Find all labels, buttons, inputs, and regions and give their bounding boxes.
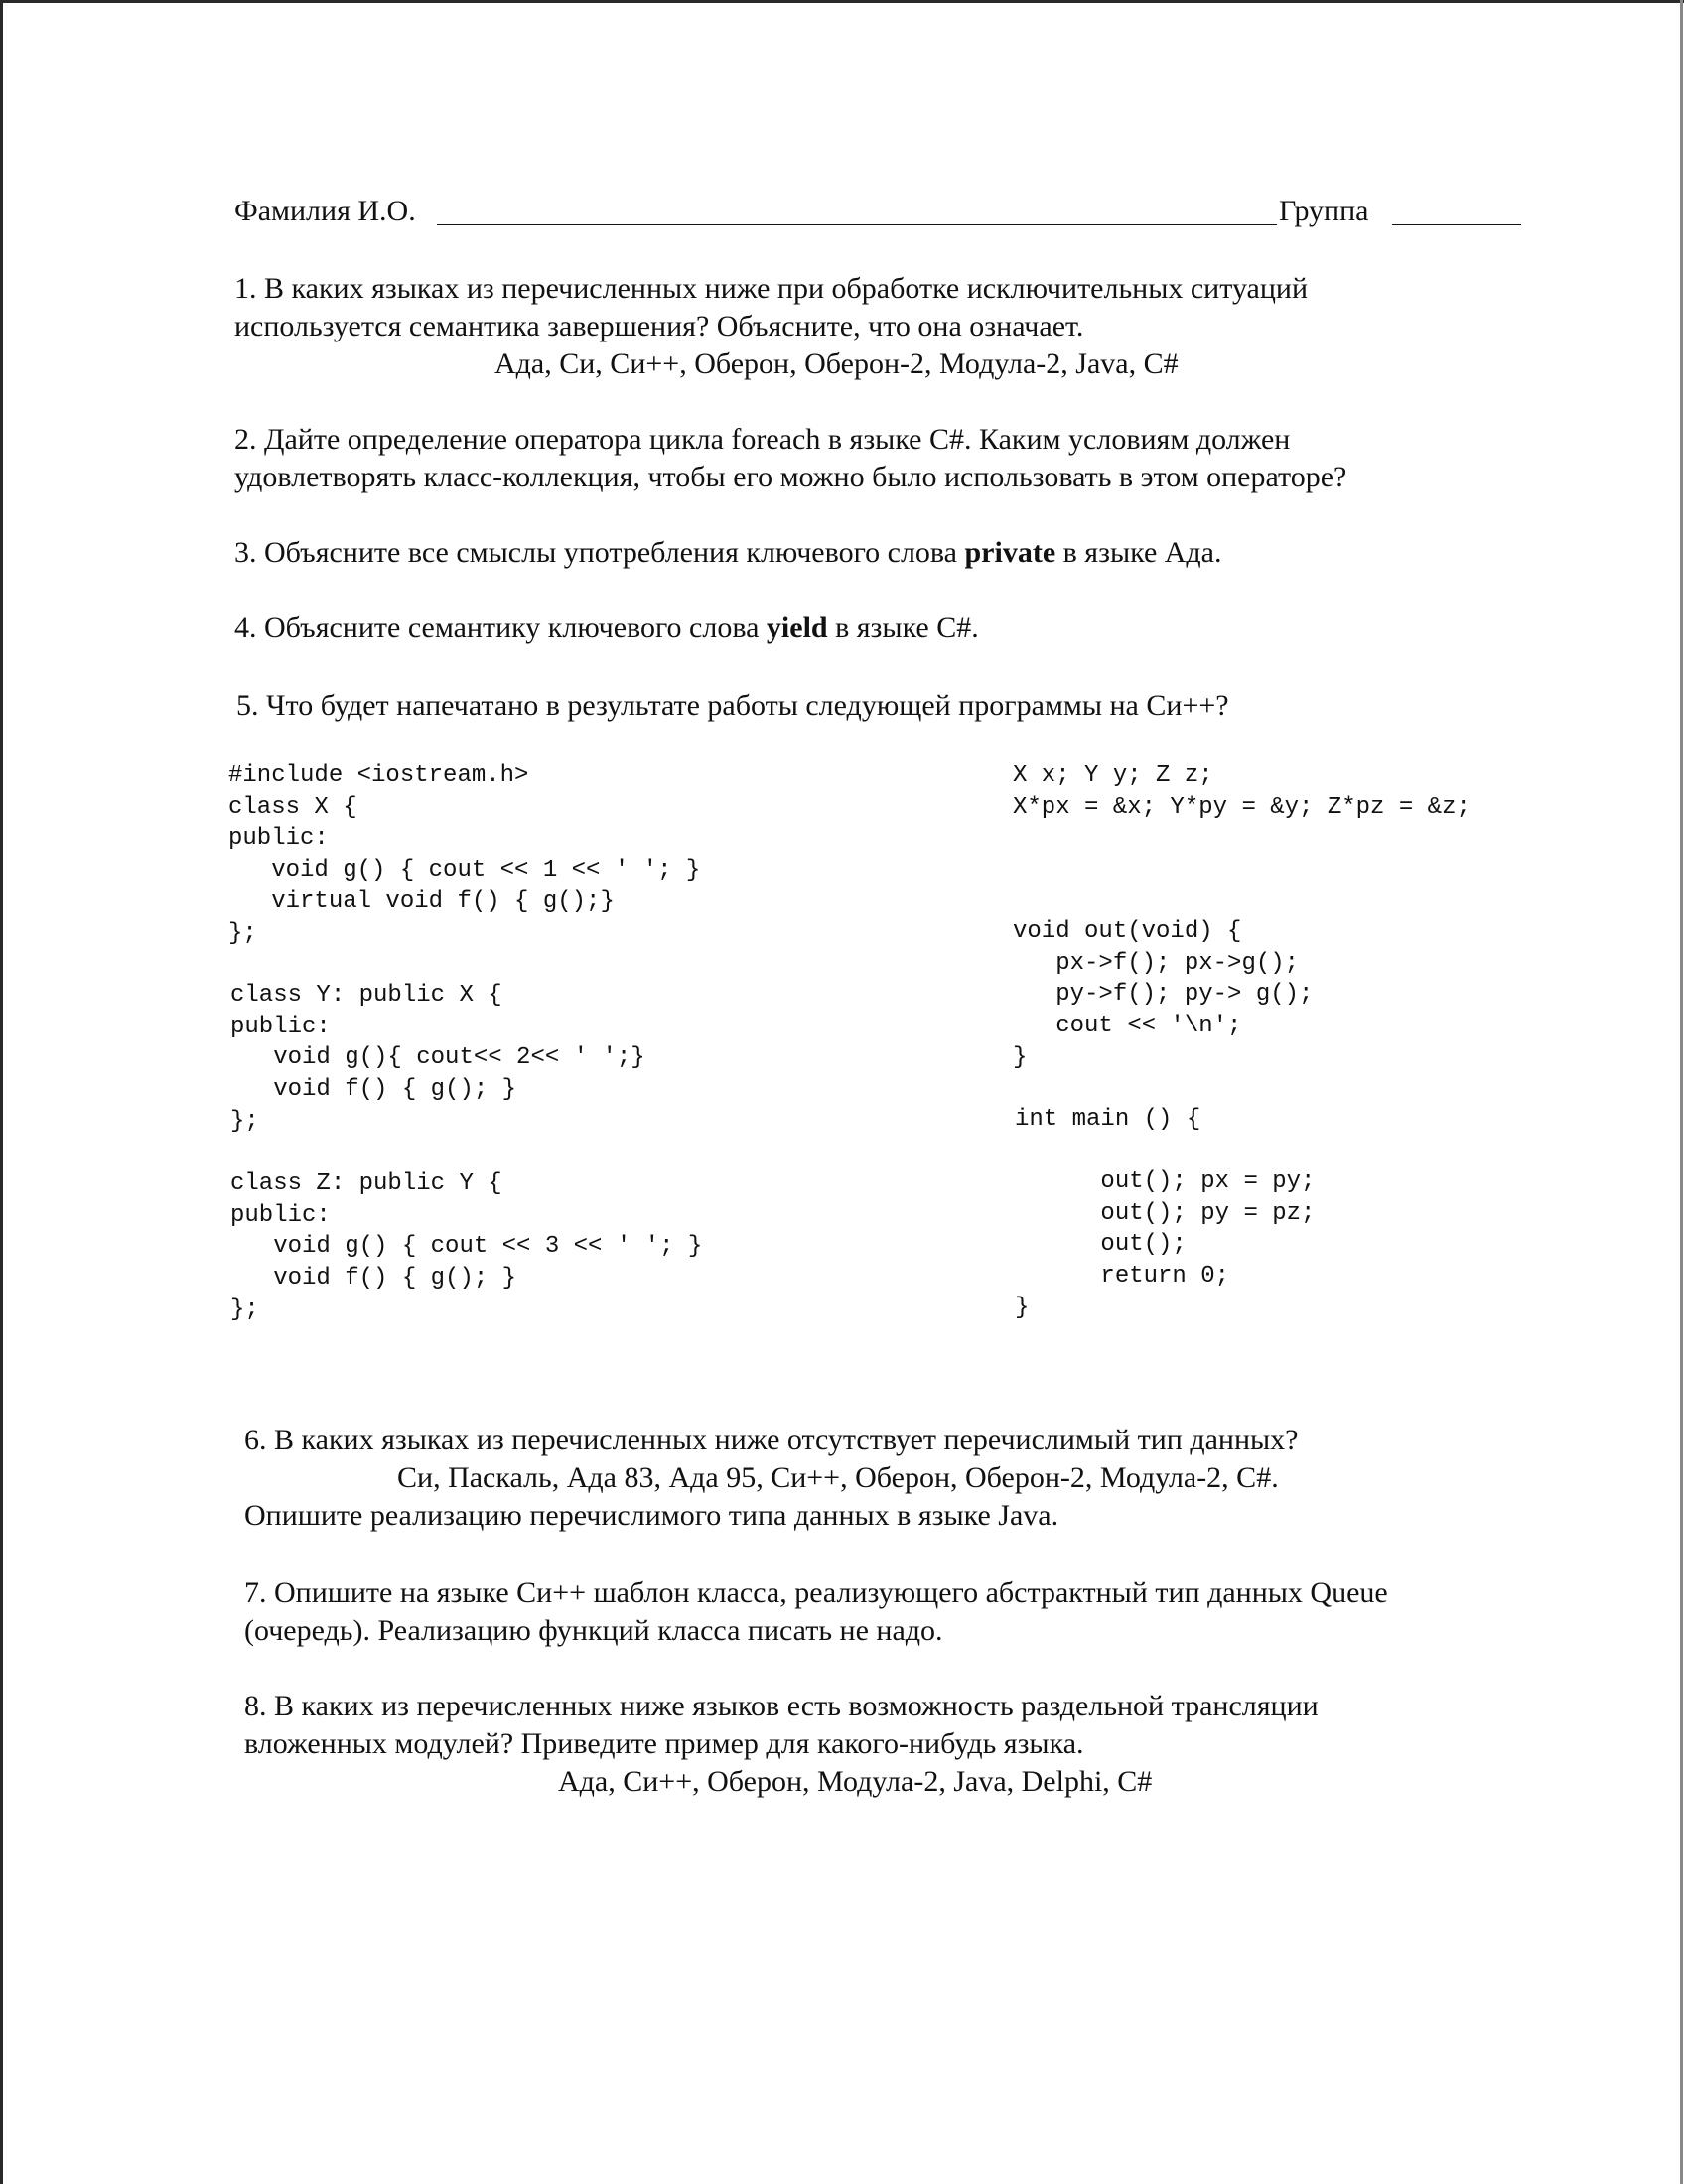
- name-input-line[interactable]: [437, 224, 1277, 225]
- scan-edge-left: [0, 0, 3, 2184]
- question-3-text: 3. Объясните все смыслы употребления ключевого слова: [234, 536, 965, 569]
- question-7-line-2: (очередь). Реализацию функций класса писать не надо.: [244, 1614, 943, 1647]
- question-6-line-1: 6. В каких языках из перечисленных ниже отсутствует перечислимый тип данных?: [244, 1424, 1299, 1456]
- header-fields: [234, 195, 1525, 234]
- question-4: [234, 610, 979, 647]
- code-globals: X x; Y y; Z z; X*px = &x; Y*py = &y; Z*pz = &z;: [1013, 762, 1471, 821]
- code-main-header: int main () {: [1015, 1106, 1201, 1133]
- question-1-line-2: используется семантика завершения? Объясните, что она означает.: [234, 310, 1084, 342]
- question-3: [234, 534, 1222, 572]
- code-class-y: class Y: public X { public: void g(){ cout<< 2<< ' ';} void f() { g(); } };: [230, 982, 645, 1135]
- question-1-line-1: 1. В каких языках из перечисленных ниже при обработке исключительных ситуаций: [234, 272, 1309, 305]
- question-1-languages: Ада, Си, Си++, Оберон, Оберон-2, Модула-2, Java, C#: [494, 347, 1179, 380]
- question-8-languages: Ада, Си++, Оберон, Модула-2, Java, Delphi, C#: [558, 1765, 1153, 1798]
- question-7-line-1: 7. Опишите на языке Си++ шаблон класса, реализующего абстрактный тип данных Queue: [244, 1576, 1388, 1609]
- question-4-tail: в языке C#.: [827, 612, 979, 644]
- code-class-x: #include <iostream.h> class X { public: void g() { cout << 1 << ' '; } virtual void f() { g();} };: [228, 762, 701, 947]
- group-input-line[interactable]: [1392, 224, 1521, 225]
- question-4-text: 4. Объясните семантику ключевого слова: [234, 612, 767, 644]
- question-5: 5. Что будет напечатано в результате работы следующей программы на Си++?: [236, 689, 1229, 722]
- code-class-z: class Z: public Y { public: void g() { cout << 3 << ' '; } void f() { g(); } };: [230, 1170, 703, 1323]
- question-8-line-2: вложенных модулей? Приведите пример для какого-нибудь языка.: [244, 1727, 1084, 1760]
- group-label: Группа: [1279, 195, 1369, 227]
- scan-edge-top: [0, 0, 1684, 3]
- code-main-body: out(); px = py; out(); py = pz; out(); return 0; }: [1015, 1168, 1316, 1321]
- code-out-function: void out(void) { px->f(); px->g(); py->f(); py-> g(); cout << '\n'; }: [1013, 918, 1314, 1071]
- question-3-tail: в языке Ада.: [1055, 536, 1222, 569]
- question-2-line-2: удовлетворять класс-коллекция, чтобы его можно было использовать в этом операторе?: [234, 461, 1347, 493]
- scan-edge-right: [1680, 0, 1683, 2184]
- keyword-yield: yield: [766, 612, 828, 644]
- name-label: Фамилия И.О.: [234, 195, 416, 227]
- question-2-line-1: 2. Дайте определение оператора цикла foreach в языке C#. Каким условиям должен: [234, 423, 1291, 456]
- keyword-private: private: [964, 536, 1056, 569]
- question-8-line-1: 8. В каких из перечисленных ниже языков есть возможность раздельной трансляции: [244, 1690, 1319, 1722]
- question-6-line-3: Опишите реализацию перечислимого типа данных в языке Java.: [244, 1499, 1059, 1532]
- question-6-languages: Си, Паскаль, Ада 83, Ада 95, Си++, Оберон, Оберон-2, Модула-2, C#.: [397, 1461, 1279, 1494]
